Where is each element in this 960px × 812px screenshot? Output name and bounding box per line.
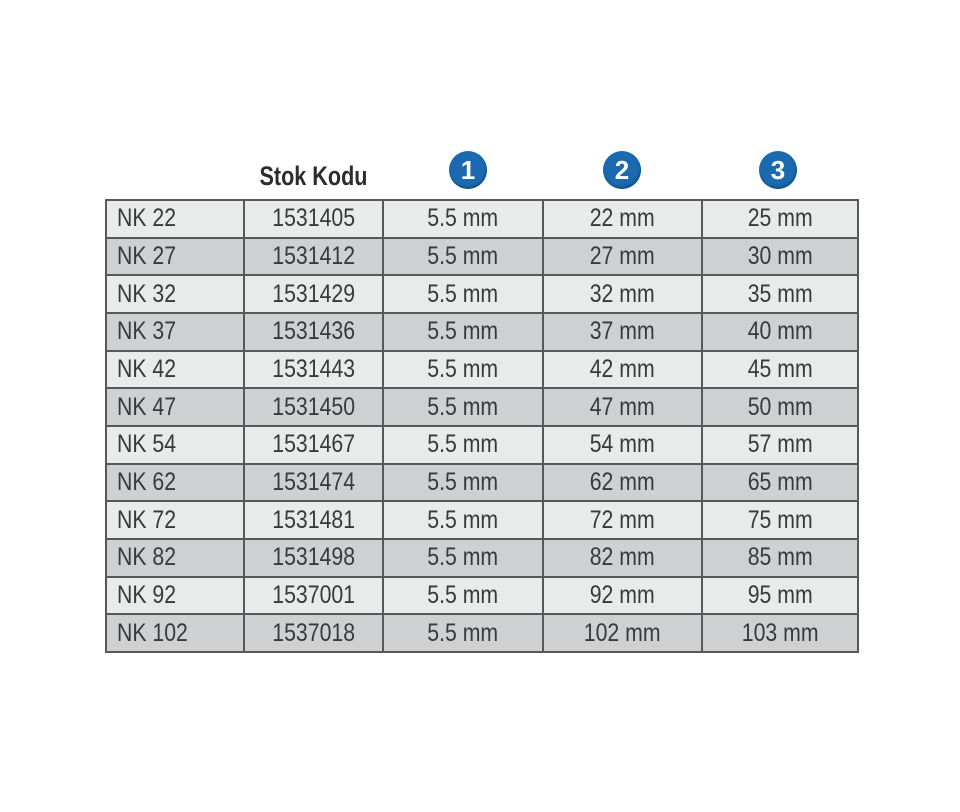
model-cell: NK 102 [106, 614, 244, 652]
model-cell: NK 62 [106, 464, 244, 502]
dim1-cell: 5.5 mm [383, 275, 543, 313]
model-cell: NK 47 [106, 388, 244, 426]
dim2-cell: 62 mm [543, 464, 702, 502]
dim1-cell: 5.5 mm [383, 539, 543, 577]
stock-code-cell: 1531443 [244, 351, 383, 389]
table-row [106, 200, 858, 238]
table-row [106, 388, 858, 426]
dim3-cell: 50 mm [702, 388, 858, 426]
dim3-cell: 65 mm [702, 464, 858, 502]
stock-code-cell: 1531436 [244, 313, 383, 351]
badge-number: 2 [614, 155, 630, 185]
table-row [106, 614, 858, 652]
badge-number: 3 [770, 155, 786, 185]
dimension-3-badge-icon [759, 151, 797, 189]
dim2-cell: 27 mm [543, 238, 702, 276]
model-cell: NK 92 [106, 577, 244, 615]
dim3-cell: 85 mm [702, 539, 858, 577]
dim1-cell: 5.5 mm [383, 313, 543, 351]
model-cell: NK 54 [106, 426, 244, 464]
table-row [106, 238, 858, 276]
model-cell: NK 42 [106, 351, 244, 389]
dimension-2-badge-icon [603, 151, 641, 189]
model-cell: NK 72 [106, 501, 244, 539]
model-cell: NK 32 [106, 275, 244, 313]
spec-table [105, 199, 859, 653]
dim1-cell: 5.5 mm [383, 614, 543, 652]
dim2-cell: 92 mm [543, 577, 702, 615]
table-row [106, 313, 858, 351]
dimension-1-badge-icon [449, 151, 487, 189]
table-row [106, 577, 858, 615]
table-row [106, 501, 858, 539]
dim3-cell: 57 mm [702, 426, 858, 464]
table-row [106, 464, 858, 502]
model-cell: NK 22 [106, 200, 244, 238]
stock-code-cell: 1531429 [244, 275, 383, 313]
dim1-cell: 5.5 mm [383, 426, 543, 464]
stock-code-cell: 1537018 [244, 614, 383, 652]
dim3-cell: 95 mm [702, 577, 858, 615]
table-row [106, 426, 858, 464]
dim2-cell: 32 mm [543, 275, 702, 313]
stock-code-column-header [233, 158, 393, 194]
dim2-cell: 82 mm [543, 539, 702, 577]
table-row [106, 351, 858, 389]
stock-code-cell: 1531412 [244, 238, 383, 276]
dim1-cell: 5.5 mm [383, 388, 543, 426]
stock-code-cell: 1531467 [244, 426, 383, 464]
stock-code-cell: 1537001 [244, 577, 383, 615]
stock-code-cell: 1531405 [244, 200, 383, 238]
dim1-cell: 5.5 mm [383, 464, 543, 502]
stock-code-cell: 1531481 [244, 501, 383, 539]
dim3-cell: 35 mm [702, 275, 858, 313]
model-cell: NK 37 [106, 313, 244, 351]
dim1-cell: 5.5 mm [383, 501, 543, 539]
stock-code-cell: 1531474 [244, 464, 383, 502]
dim1-cell: 5.5 mm [383, 351, 543, 389]
model-cell: NK 27 [106, 238, 244, 276]
dim1-cell: 5.5 mm [383, 577, 543, 615]
dim2-cell: 102 mm [543, 614, 702, 652]
dim3-cell: 40 mm [702, 313, 858, 351]
dim3-cell: 30 mm [702, 238, 858, 276]
model-cell: NK 82 [106, 539, 244, 577]
table-row [106, 275, 858, 313]
stock-code-label: Stok Kodu [259, 161, 367, 191]
dim3-cell: 103 mm [702, 614, 858, 652]
badge-number: 1 [460, 155, 476, 185]
dim3-cell: 45 mm [702, 351, 858, 389]
dim1-cell: 5.5 mm [383, 200, 543, 238]
stock-code-cell: 1531498 [244, 539, 383, 577]
dim3-cell: 25 mm [702, 200, 858, 238]
dim2-cell: 72 mm [543, 501, 702, 539]
dim3-cell: 75 mm [702, 501, 858, 539]
dim1-cell: 5.5 mm [383, 238, 543, 276]
dim2-cell: 22 mm [543, 200, 702, 238]
table-row [106, 539, 858, 577]
stock-code-cell: 1531450 [244, 388, 383, 426]
dim2-cell: 37 mm [543, 313, 702, 351]
dim2-cell: 54 mm [543, 426, 702, 464]
dim2-cell: 47 mm [543, 388, 702, 426]
dim2-cell: 42 mm [543, 351, 702, 389]
